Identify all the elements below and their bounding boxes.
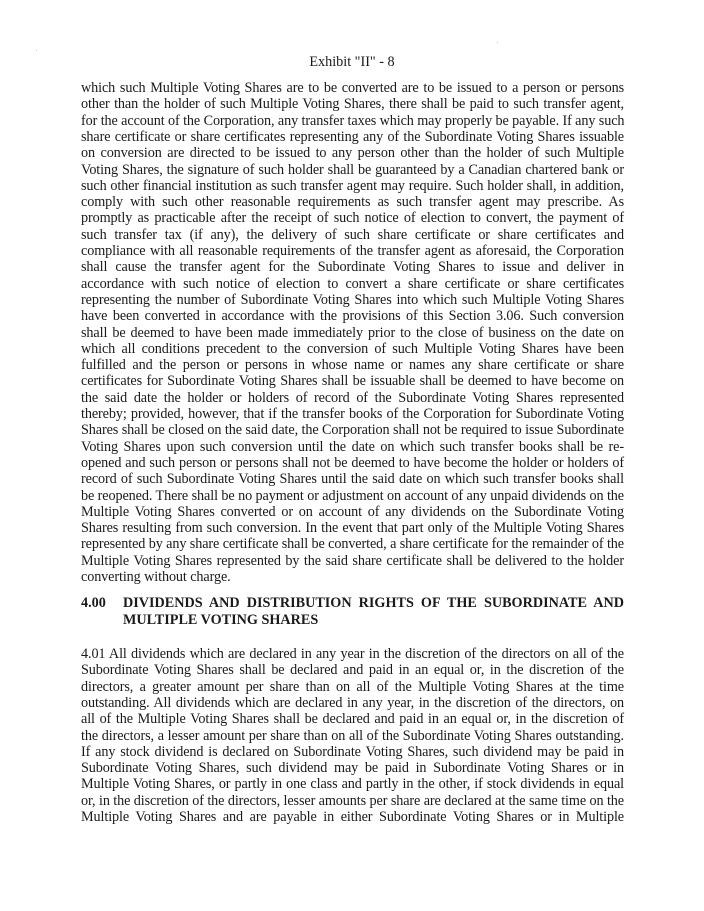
text-line: directors, a greater amount per share than on all of the Multiple Voting Shares at the time bbox=[81, 678, 624, 695]
text-line: outstanding. All dividends which are declared in any year, in the discretion of the directors, on bbox=[81, 694, 624, 711]
text-line: shall be deemed to have been made immediately prior to the close of business on the date on bbox=[81, 324, 624, 341]
text-line: all of the Multiple Voting Shares shall be declared and paid in an equal or, in the discretion of bbox=[81, 711, 624, 728]
text-line: 4.01 All dividends which are declared in any year in the discretion of the directors on all of the bbox=[81, 646, 624, 662]
section-title-line-1: DIVIDENDS AND DISTRIBUTION RIGHTS OF THE SUBORDINATE AND bbox=[123, 595, 624, 611]
text-line: such transfer tax (if any), the delivery of such share certificate or share certificates and bbox=[81, 226, 624, 243]
text-line: certificates for Subordinate Voting Shares shall be issuable shall be deemed to have become on bbox=[81, 373, 624, 390]
text-line: comply with such other reasonable requirements as such transfer agent may prescribe. As bbox=[81, 194, 624, 211]
text-line: Shares resulting from such conversion. In the event that part only of the Multiple Voting Shares bbox=[81, 520, 624, 537]
text-line: Subordinate Voting Shares shall be declared and paid in an equal or, in the discretion of the bbox=[81, 662, 624, 679]
text-line: other than the holder of such Multiple Voting Shares, there shall be paid to such transfer agent, bbox=[81, 96, 624, 113]
text-line: converting without charge. bbox=[81, 569, 231, 585]
text-line: record of such Subordinate Voting Shares until the said date on which such transfer books shall bbox=[81, 471, 624, 488]
text-line: share certificate or share certificates representing any of the Subordinate Voting Shares issuable bbox=[81, 128, 624, 145]
text-line: compliance with all reasonable requirements of the transfer agent as aforesaid, the Corporation bbox=[81, 243, 624, 259]
text-line: represented by any share certificate shall be converted, a share certificate for the remainder of the bbox=[81, 536, 624, 553]
text-line: representing the number of Subordinate Voting Shares into which such Multiple Voting Shares bbox=[81, 291, 624, 308]
text-line: Multiple Voting Shares converted or on account of any dividends on the Subordinate Voting bbox=[81, 503, 624, 520]
text-line: shall cause the transfer agent for the Subordinate Voting Shares to issue and deliver in bbox=[81, 259, 624, 276]
scan-speck bbox=[36, 50, 37, 51]
text-line: have been converted in accordance with the provisions of this Section 3.06. Such conversion bbox=[81, 308, 624, 325]
text-line: Multiple Voting Shares represented by the said share certificate shall be delivered to the holder bbox=[81, 552, 624, 569]
text-line: thereby; provided, however, that if the transfer books of the Corporation for Subordinate Voting bbox=[81, 406, 624, 422]
text-line: be reopened. There shall be no payment or adjustment on account of any unpaid dividends on the bbox=[81, 487, 624, 504]
text-line: the said date the holder or holders of record of the Subordinate Voting Shares represented bbox=[81, 389, 624, 406]
text-line: If any stock dividend is declared on Subordinate Voting Shares, such dividend may be paid in bbox=[81, 743, 624, 760]
text-line: such other financial institution as such transfer agent may require. Such holder shall, in addition, bbox=[81, 177, 624, 194]
text-line: Multiple Voting Shares and are payable in either Subordinate Voting Shares or in Multiple bbox=[81, 809, 624, 825]
scan-speck bbox=[497, 42, 498, 43]
text-line: the directors, a lesser amount per share than on all of the Subordinate Voting Shares outstanding. bbox=[81, 727, 624, 744]
text-line: which all conditions precedent to the conversion of such Multiple Voting Shares have been bbox=[81, 340, 624, 357]
text-line: which such Multiple Voting Shares are to be converted are to be issued to a person or persons bbox=[81, 80, 624, 96]
text-line: for the account of the Corporation, any transfer taxes which may properly be payable. If any such bbox=[81, 112, 625, 129]
section-title-line-2: MULTIPLE VOTING SHARES bbox=[123, 612, 319, 628]
text-line: opened and such person or persons shall not be deemed to have become the holder or holders of bbox=[81, 454, 624, 471]
text-line: Voting Shares upon such conversion until the date on which such transfer books shall be re- bbox=[81, 438, 624, 455]
text-line: or, in the discretion of the directors, lesser amounts per share are declared at the same time on the bbox=[81, 792, 624, 809]
text-line: Multiple Voting Shares, or partly in one class and partly in the other, if stock dividends in equal bbox=[81, 776, 624, 793]
text-line: on conversion are directed to be issued to any person other than the holder of such Multiple bbox=[81, 145, 624, 162]
text-line: Subordinate Voting Shares, such dividend may be paid in Subordinate Voting Shares or in bbox=[81, 760, 624, 777]
text-line: promptly as practicable after the receipt of such notice of election to convert, the payment of bbox=[81, 210, 624, 227]
section-number: 4.00 bbox=[81, 595, 106, 611]
text-line: accordance with such notice of election to convert a share certificate or share certificates bbox=[81, 275, 624, 292]
text-line: fulfilled and the person or persons in whose name or names any share certificate or share bbox=[81, 357, 624, 374]
text-line: Voting Shares, the signature of such holder shall be guaranteed by a Canadian chartered bank or bbox=[81, 161, 624, 178]
text-line: Shares shall be closed on the said date, the Corporation shall not be required to issue Subordinate bbox=[81, 422, 624, 439]
page-header: Exhibit "II" - 8 bbox=[309, 54, 395, 70]
